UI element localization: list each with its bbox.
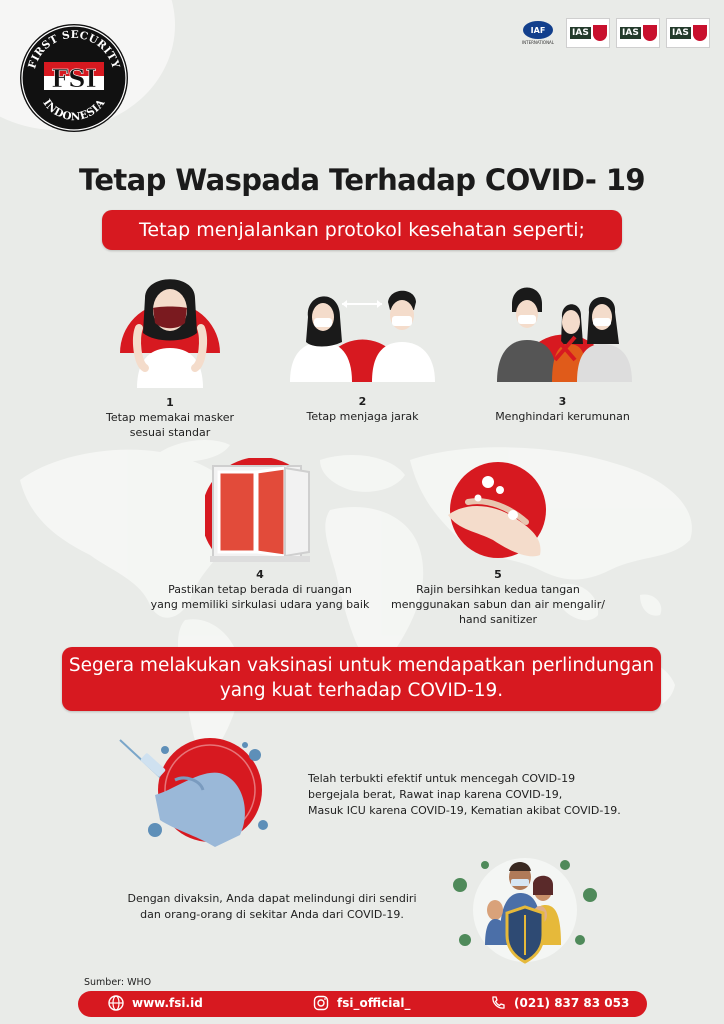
source-note: Sumber: WHO	[84, 977, 152, 988]
ias-badge: IAS	[616, 18, 660, 48]
vaccine-protection-text: Dengan divaksin, Anda dapat melindungi diri sendiri dan orang-orang di sekitar Anda dari COVID-19.	[127, 892, 417, 921]
iaf-badge: IAF INTERNATIONAL	[516, 18, 560, 48]
logo-arc-bottom: INDONESIA	[40, 96, 108, 124]
protocol-banner: Tetap menjalankan protokol kesehatan seperti;	[102, 210, 622, 250]
vaccination-banner: Segera melakukan vaksinasi untuk mendapatkan perlindungan yang kuat terhadap COVID-19.	[62, 647, 661, 711]
vaccine-benefit-text: Telah terbukti efektif untuk mencegah COVID-19 bergejala berat, Rawat inap karena COVID-19, Masuk ICU karena COVID-19, Kematian akibat COVID-19.	[308, 772, 621, 817]
website-link[interactable]	[108, 995, 203, 1011]
ventilated-room-icon	[205, 458, 315, 563]
phone-icon	[490, 995, 506, 1011]
handwashing-icon	[448, 460, 548, 560]
protected-family-icon	[445, 855, 605, 965]
vaccine-injection-icon	[115, 735, 275, 850]
protocol-item-5: 5 Rajin bersihkan kedua tangan menggunakan sabun dan air mengalir/ hand sanitizer	[391, 568, 605, 626]
certification-badges	[516, 18, 710, 48]
logo-arc-top: FIRST SECURITY	[26, 28, 122, 71]
contact-footer	[78, 991, 647, 1017]
instagram-icon	[313, 995, 329, 1011]
website-text: www.fsi.id	[132, 996, 203, 1010]
fsi-logo	[18, 22, 130, 134]
protocol-item-1: 1 Tetap memakai masker sesuai standar	[105, 396, 234, 439]
protocol-item-2: 2 Tetap menjaga jarak	[306, 395, 419, 423]
protocol-item-3: 3 Menghindari kerumunan	[495, 395, 630, 423]
social-distance-icon	[290, 282, 435, 382]
globe-icon	[108, 995, 124, 1011]
page-title: Tetap Waspada Terhadap COVID- 19	[78, 163, 645, 197]
mask-wearing-icon	[115, 268, 225, 388]
phone-link[interactable]	[490, 995, 629, 1011]
logo-mark: FSI	[51, 64, 97, 93]
phone-text: (021) 837 83 053	[514, 996, 630, 1010]
instagram-link[interactable]	[313, 995, 411, 1011]
avoid-crowd-icon	[497, 282, 632, 382]
ias-badge: IAS	[666, 18, 710, 48]
instagram-text: fsi_official_	[337, 996, 411, 1010]
protocol-item-4: 4 Pastikan tetap berada di ruangan yang memiliki sirkulasi udara yang baik	[150, 568, 370, 611]
ias-badge: IAS	[566, 18, 610, 48]
